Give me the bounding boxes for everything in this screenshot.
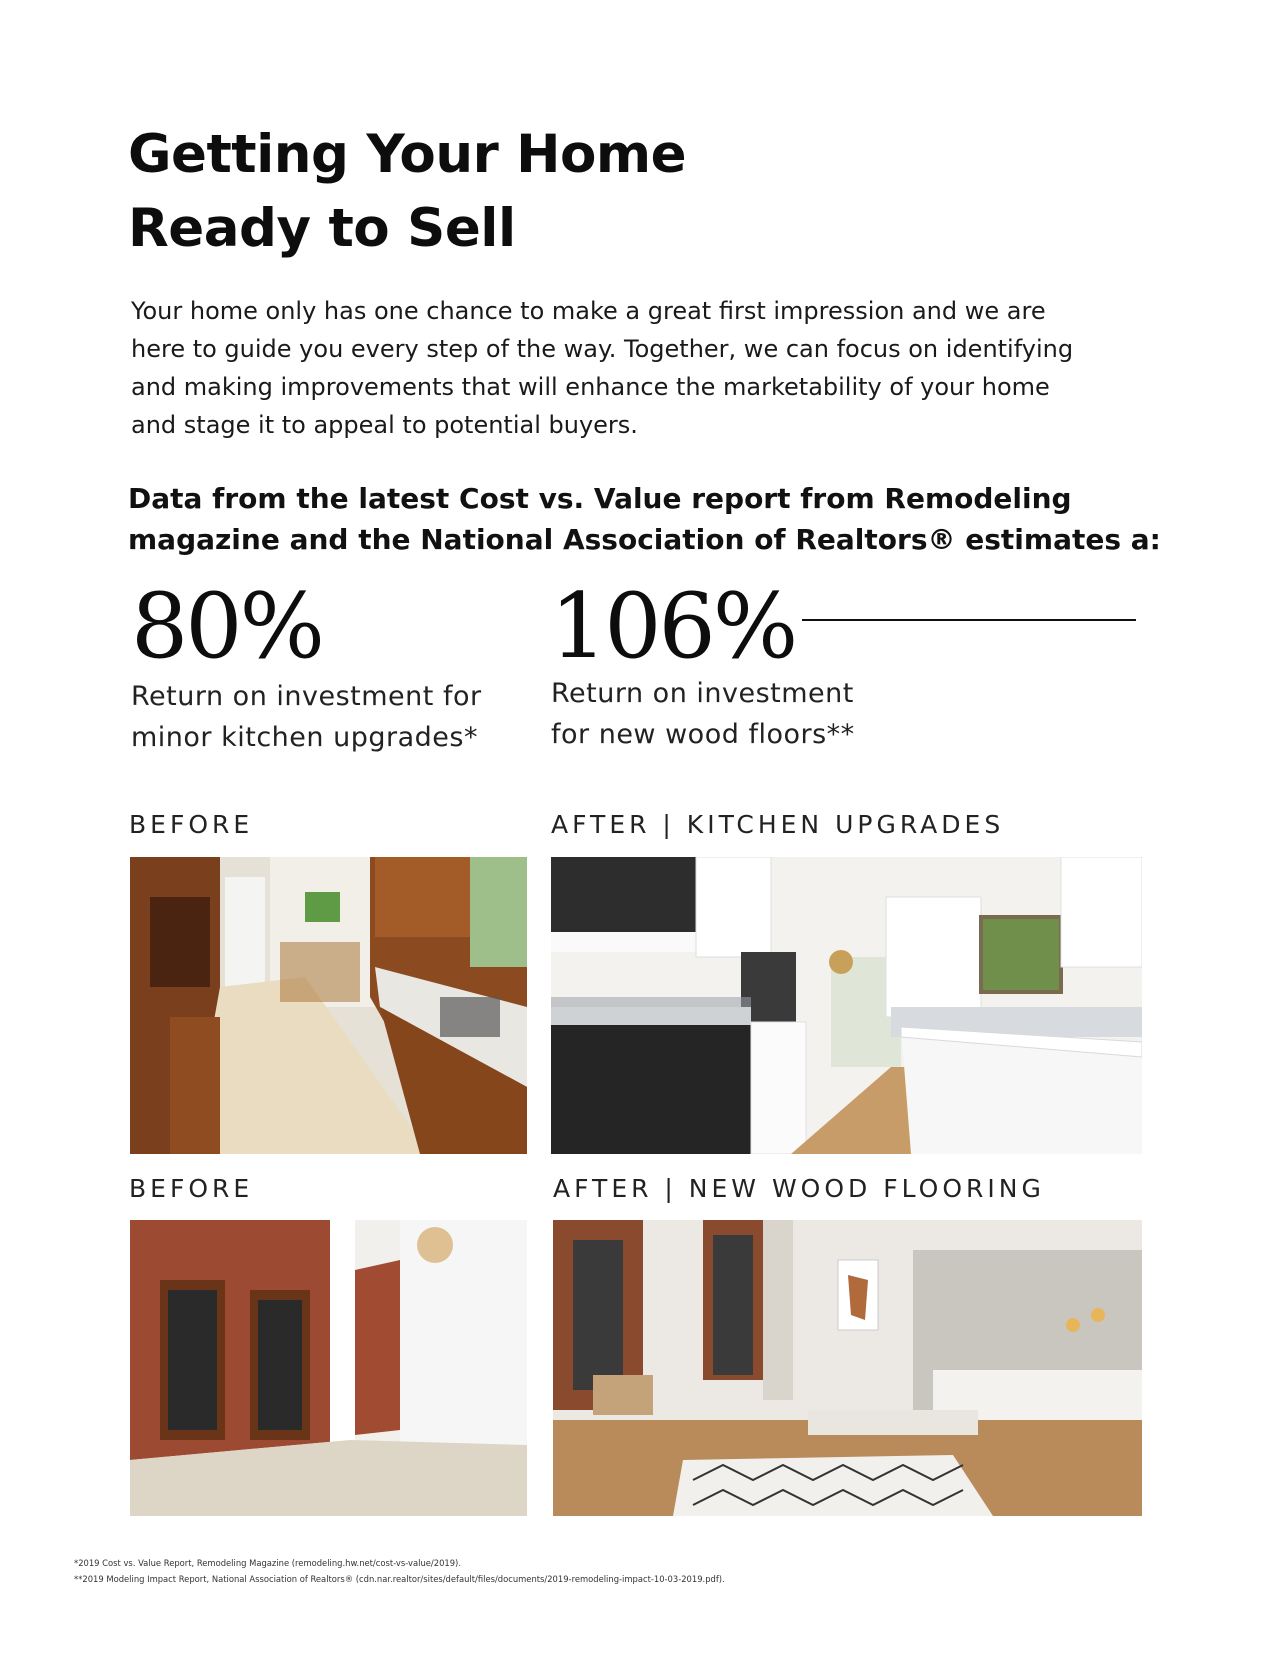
floor-before-photo bbox=[130, 1220, 527, 1516]
data-heading: Data from the latest Cost vs. Value report from Remodeling magazine and the National Association of Realtors® estimates a: bbox=[128, 482, 1161, 556]
footnote-1: *2019 Cost vs. Value Report, Remodeling Magazine (remodeling.hw.net/cost-vs-value/2019). bbox=[74, 1558, 461, 1568]
stat-floor-caption-line-2: for new wood floors** bbox=[551, 719, 855, 750]
stat-kitchen-caption-line-2: minor kitchen upgrades* bbox=[131, 722, 478, 753]
floor-after-photo bbox=[553, 1220, 1142, 1516]
divider-line bbox=[802, 619, 1136, 621]
stat-kitchen-caption-line-1: Return on investment for bbox=[131, 681, 482, 712]
title-line-1: Getting Your Home bbox=[128, 124, 687, 185]
stat-floor-value: 106% bbox=[550, 574, 796, 679]
kitchen-before-photo bbox=[130, 857, 527, 1154]
stat-kitchen-caption bbox=[131, 676, 511, 758]
intro-paragraph: Your home only has one chance to make a great first impression and we are here to guide you every step of the way. Together, we can focus on identifying and making improvements that will enhance the marketability of your home and stage it to appeal to potential buyers. bbox=[131, 297, 1074, 439]
kitchen-after-photo bbox=[551, 857, 1142, 1154]
kitchen-after-label: AFTER | KITCHEN UPGRADES bbox=[551, 810, 1005, 839]
stat-floor-caption-line-1: Return on investment bbox=[551, 678, 854, 709]
page-title bbox=[128, 118, 828, 266]
kitchen-before-label: BEFORE bbox=[129, 810, 254, 839]
stat-floor-caption bbox=[551, 673, 971, 755]
floor-before-label: BEFORE bbox=[129, 1174, 254, 1203]
footnote-2: **2019 Modeling Impact Report, National Association of Realtors® (cdn.nar.realtor/sites/default/files/documents/2019-remodeling-impact-10-03-2019.pdf). bbox=[74, 1574, 725, 1584]
stat-kitchen-value: 80% bbox=[131, 574, 323, 679]
floor-after-label: AFTER | NEW WOOD FLOORING bbox=[553, 1174, 1045, 1203]
title-line-2: Ready to Sell bbox=[128, 198, 516, 259]
